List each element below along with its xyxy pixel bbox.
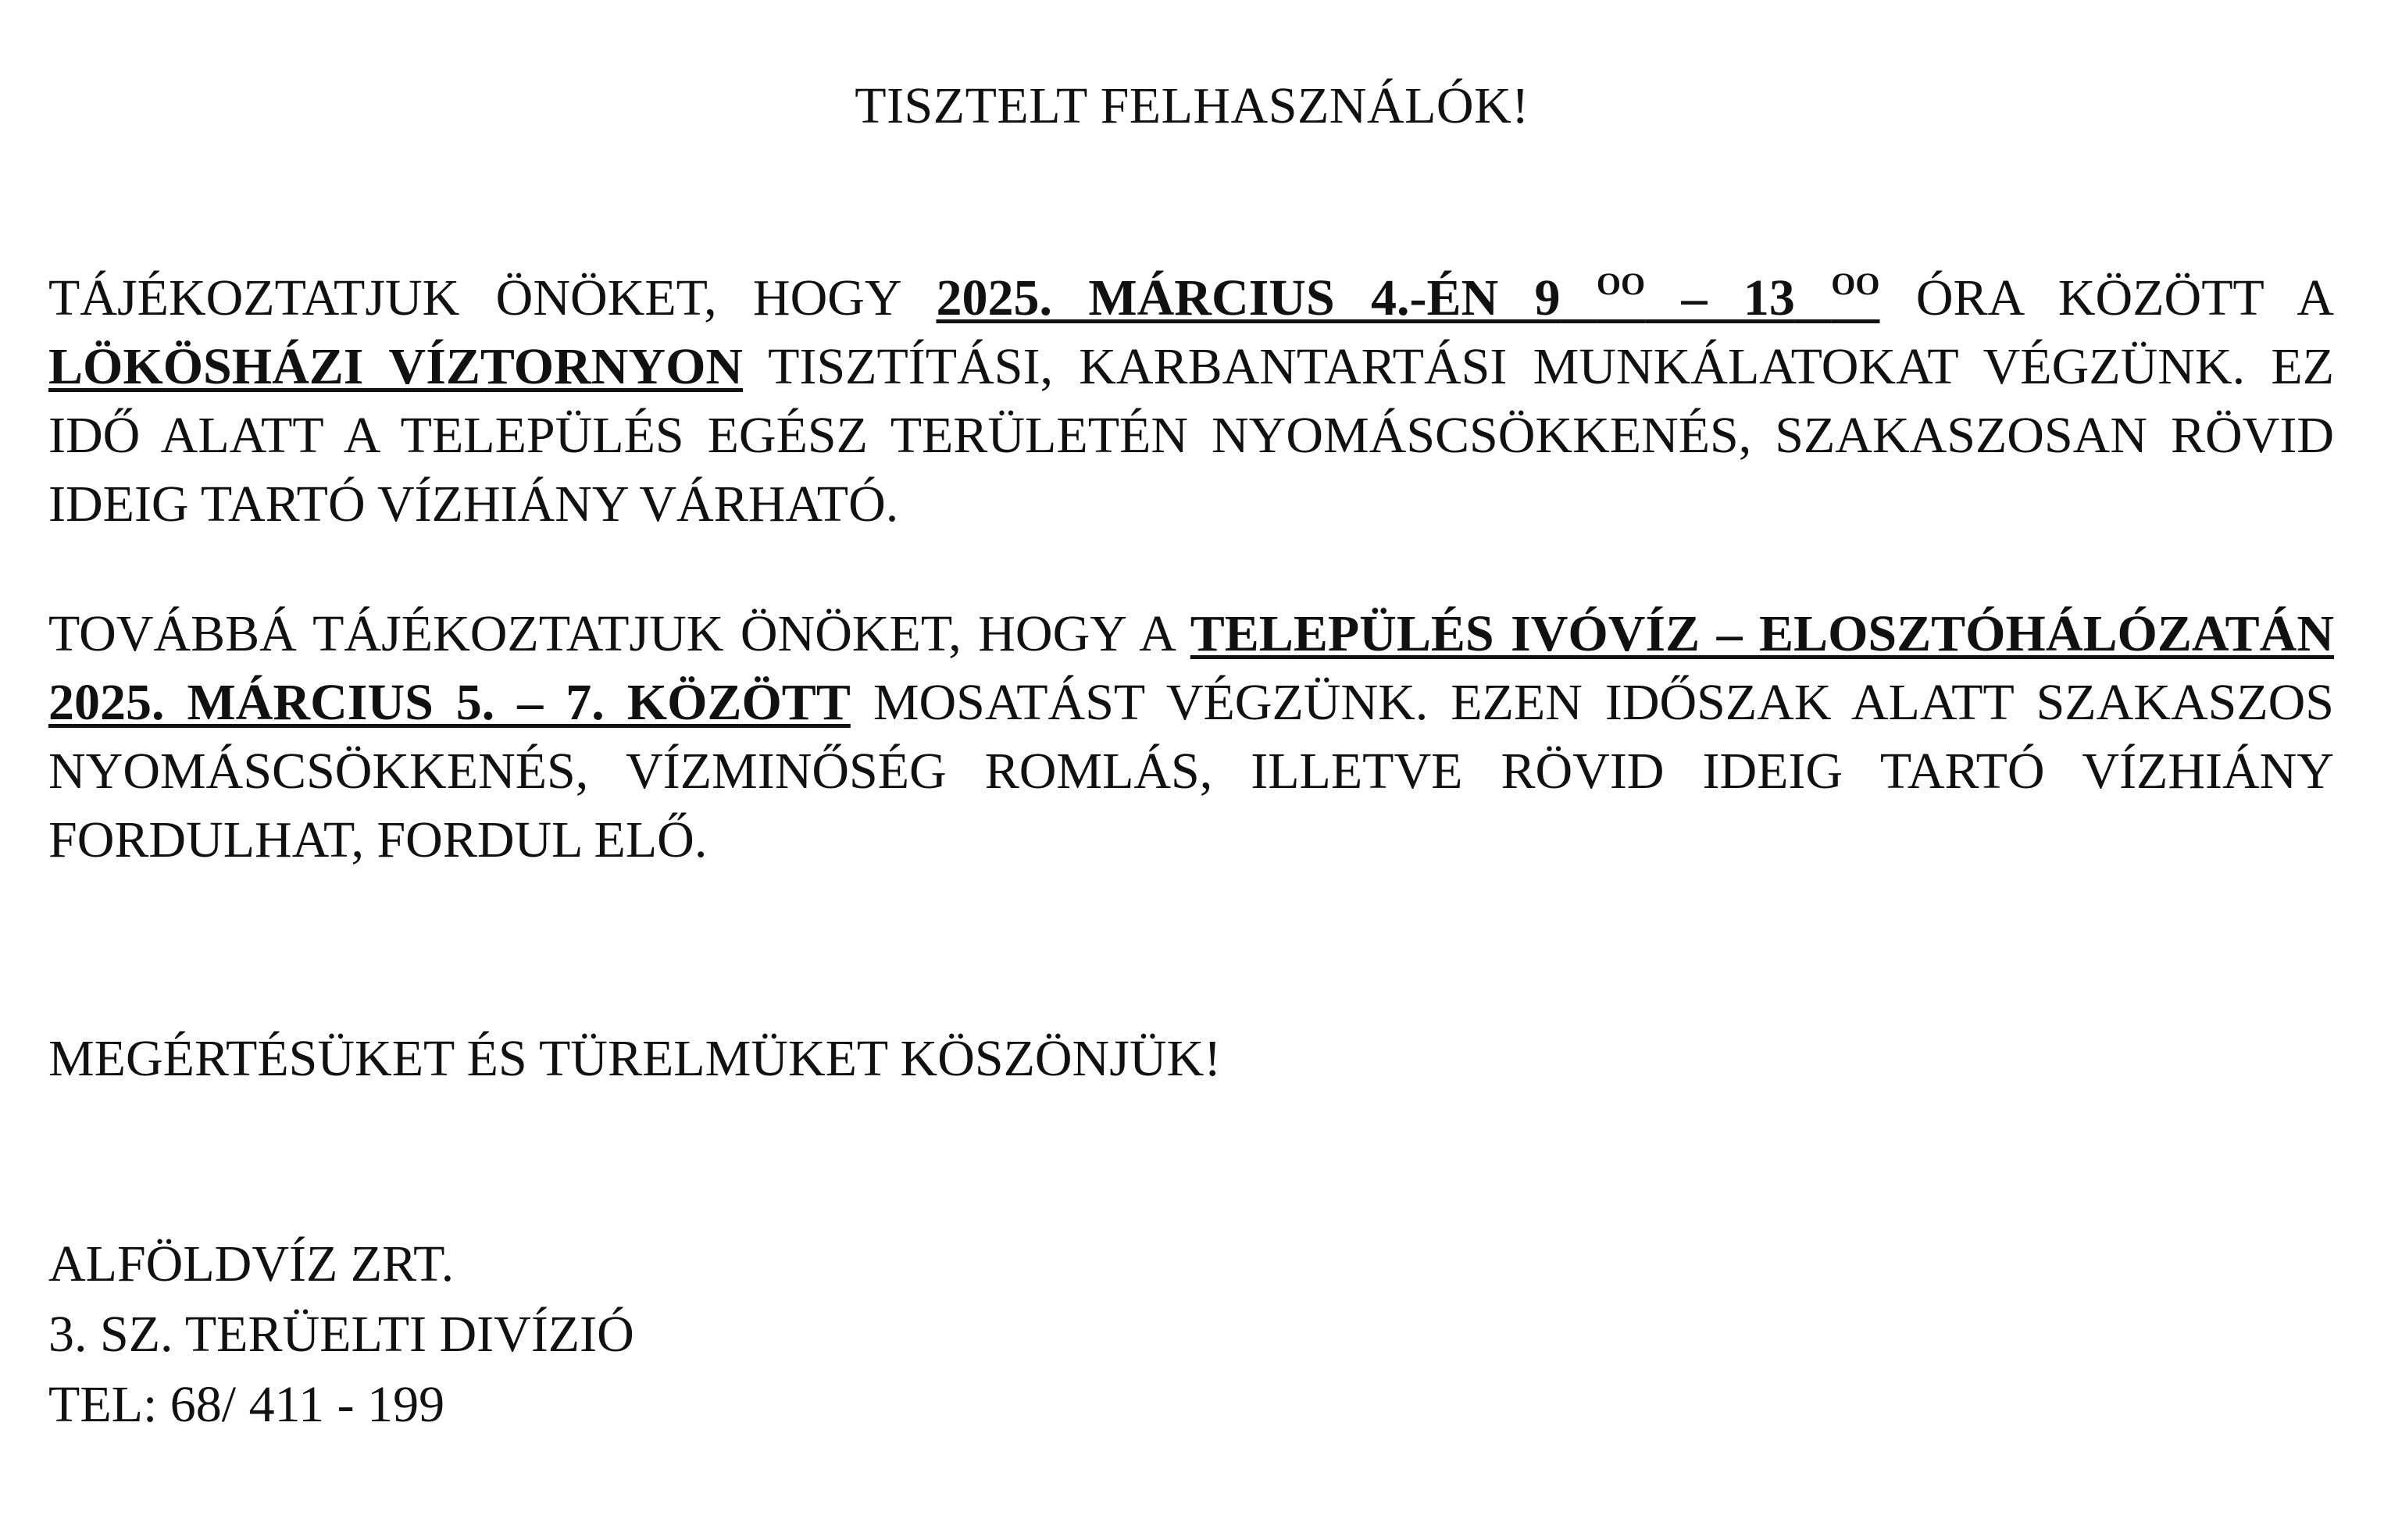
time-start-minutes: OO (1596, 266, 1646, 301)
flushing-network-dates: TELEPÜLÉS IVÓVÍZ – ELOSZTÓHÁLÓZATÁN 2025. MÁRCIUS 5. – 7. KÖZÖTT (48, 605, 2334, 731)
paragraph1-middle: ÓRA KÖZÖTT A (1879, 269, 2335, 326)
notice-title: TISZTELT FELHASZNÁLÓK! (855, 77, 1529, 134)
maintenance-location: LÖKÖSHÁZI VÍZTORNYON (48, 338, 744, 395)
maintenance-paragraph (48, 264, 2334, 539)
closing-thanks: MEGÉRTÉSÜKET ÉS TÜRELMÜKET KÖSZÖNJÜK! (48, 1030, 1222, 1087)
paragraph1-details: TISZTÍTÁSI, KARBANTARTÁSI MUNKÁLATOKAT VÉGZÜNK. EZ IDŐ ALATT A TELEPÜLÉS EGÉSZ TERÜLETÉN NYOMÁSCSÖKKENÉS, SZAKASZOSAN RÖVID IDEIG TARTÓ VÍZHIÁNY VÁRHATÓ. (48, 338, 2335, 533)
company-name: ALFÖLDVÍZ ZRT. (48, 1235, 455, 1292)
maintenance-date: 2025. MÁRCIUS 4.-ÉN 9 (936, 269, 1561, 326)
time-end-hour: – 13 (1645, 269, 1795, 326)
signature-block (48, 1229, 634, 1440)
maintenance-date-time (936, 266, 1880, 326)
time-end-minutes: OO (1831, 266, 1880, 301)
flushing-paragraph (48, 600, 2334, 875)
phone-number: TEL: 68/ 411 - 199 (48, 1376, 445, 1433)
paragraph2-intro: TOVÁBBÁ TÁJÉKOZTATJUK ÖNÖKET, HOGY A (48, 605, 1190, 662)
paragraph1-intro: TÁJÉKOZTATJUK ÖNÖKET, HOGY (48, 269, 937, 326)
paragraph2-details: MOSATÁST VÉGZÜNK. EZEN IDŐSZAK ALATT SZAKASZOS NYOMÁSCSÖKKENÉS, VÍZMINŐSÉG ROMLÁS, ILLETVE RÖVID IDEIG TARTÓ VÍZHIÁNY FORDULHAT, FORDUL ELŐ. (48, 674, 2334, 868)
division-name: 3. SZ. TERÜELTI DIVÍZIÓ (48, 1306, 634, 1363)
